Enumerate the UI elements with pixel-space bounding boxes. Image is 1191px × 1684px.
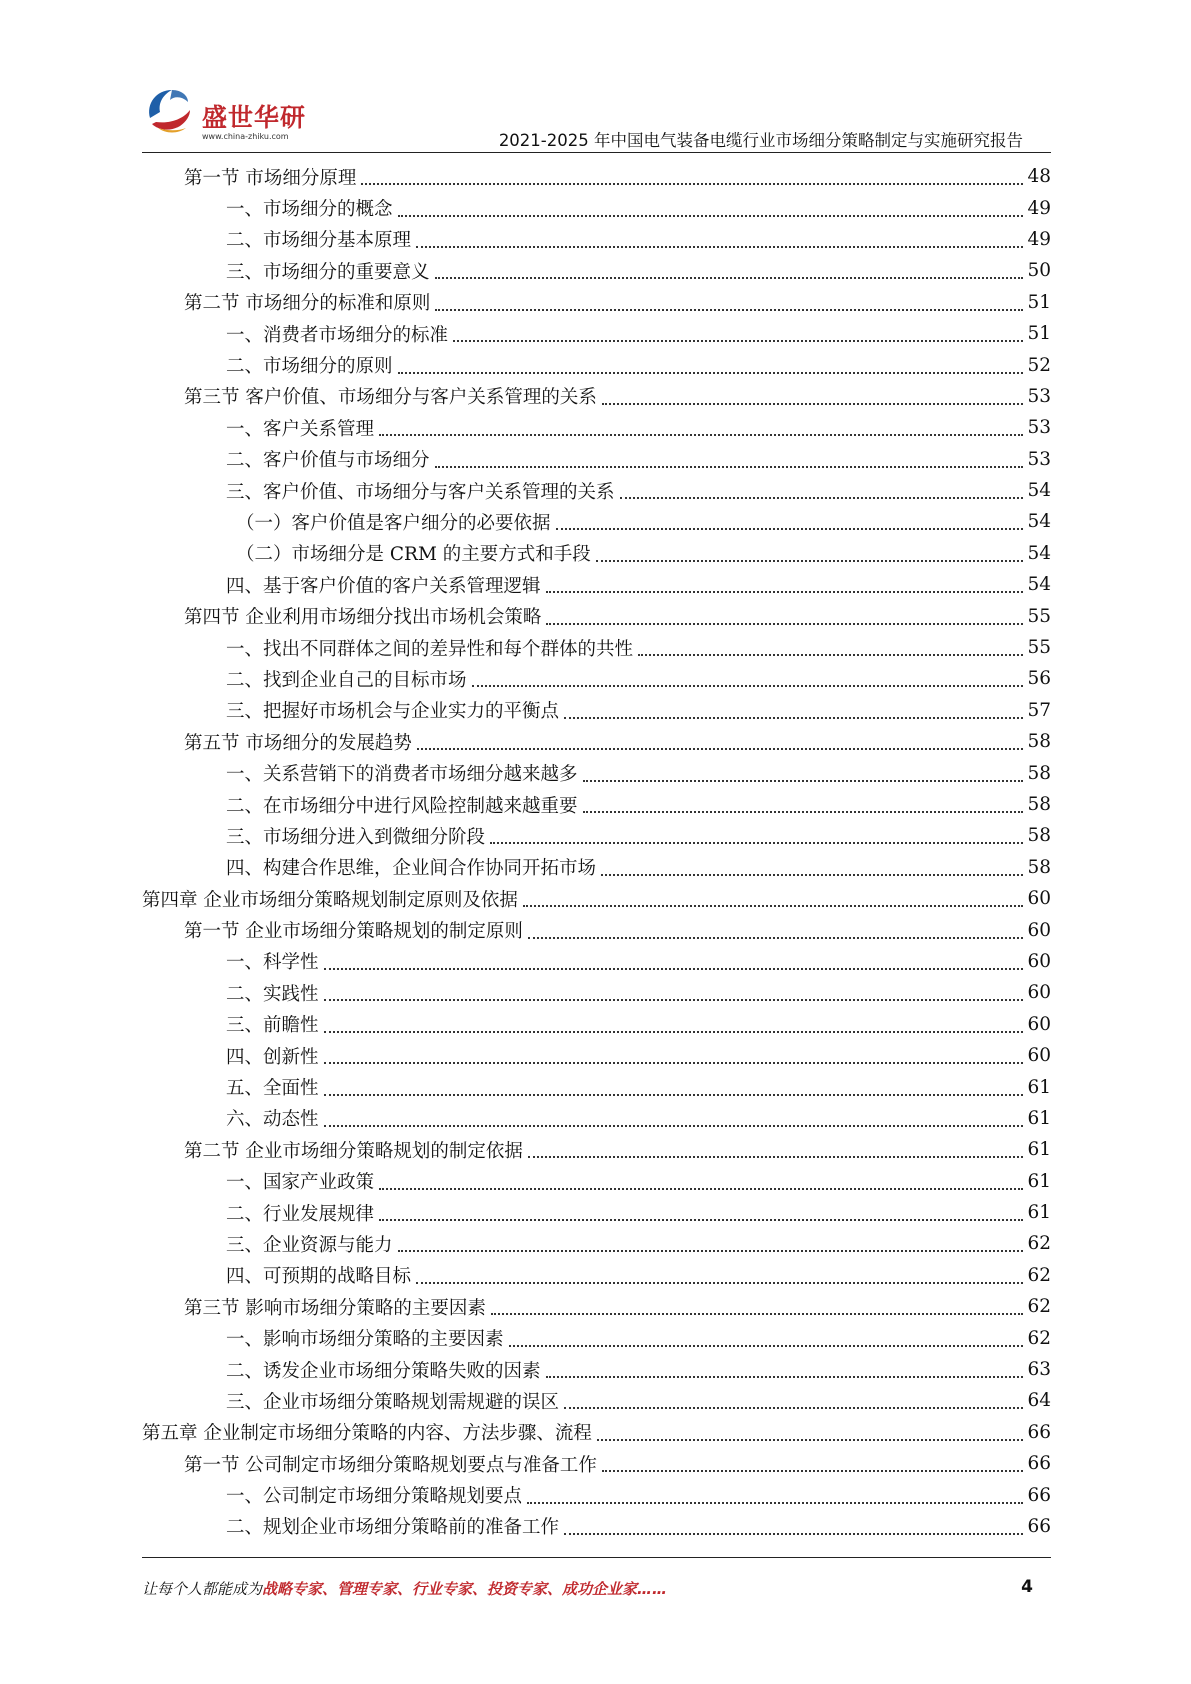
toc-entry-page: 62 (1027, 1233, 1051, 1255)
toc-dot-leader (527, 1501, 1023, 1504)
toc-entry-page: 62 (1027, 1327, 1051, 1349)
toc-entry-page: 60 (1027, 982, 1051, 1004)
toc-entry-page: 55 (1027, 637, 1051, 659)
toc-dot-leader (417, 747, 1024, 750)
toc-dot-leader (602, 1469, 1024, 1472)
toc-entry-label: 第三节 客户价值、市场细分与客户关系管理的关系 (184, 383, 600, 409)
toc-entry[interactable] (142, 663, 1051, 694)
toc-dot-leader (564, 1532, 1023, 1535)
toc-entry-page: 58 (1027, 794, 1051, 815)
toc-entry-label: 二、找到企业自己的目标市场 (226, 666, 470, 692)
toc-entry-page: 60 (1027, 919, 1051, 941)
toc-dot-leader (509, 1344, 1024, 1347)
toc-dot-leader (638, 653, 1023, 656)
toc-entry-label: 三、企业市场细分策略规划需规避的误区 (226, 1388, 562, 1414)
toc-entry-page: 55 (1027, 605, 1051, 627)
toc-entry[interactable] (142, 318, 1051, 349)
toc-entry-page: 54 (1027, 542, 1051, 564)
toc-entry-page: 58 (1027, 825, 1051, 847)
toc-entry-page: 61 (1027, 1107, 1051, 1129)
toc-dot-leader (416, 245, 1023, 248)
toc-dot-leader (361, 182, 1023, 185)
toc-entry[interactable] (142, 852, 1051, 883)
toc-dot-leader (620, 496, 1024, 499)
footer-divider (142, 1557, 1051, 1558)
toc-dot-leader (583, 810, 1024, 813)
toc-dot-leader (324, 1124, 1024, 1127)
toc-entry[interactable] (142, 789, 1051, 820)
toc-entry-page: 61 (1027, 1202, 1051, 1224)
toc-entry-page: 62 (1027, 1296, 1051, 1318)
toc-dot-leader (564, 1406, 1023, 1409)
toc-entry-page: 51 (1027, 323, 1051, 345)
toc-entry-page: 60 (1027, 1045, 1051, 1067)
toc-entry-label: 第一节 公司制定市场细分策略规划要点与准备工作 (184, 1451, 600, 1477)
toc-entry-label: 三、市场细分进入到微细分阶段 (226, 823, 488, 849)
toc-entry-page: 60 (1027, 950, 1051, 972)
table-of-contents (142, 161, 1051, 1542)
toc-dot-leader (596, 559, 1024, 562)
toc-entry-label: 第三节 影响市场细分策略的主要因素 (184, 1294, 489, 1320)
toc-entry-page: 64 (1027, 1390, 1051, 1412)
toc-entry[interactable] (142, 883, 1051, 914)
company-logo (142, 84, 312, 154)
toc-dot-leader (602, 402, 1024, 405)
toc-entry[interactable] (142, 726, 1051, 757)
toc-dot-leader (597, 1438, 1024, 1441)
toc-dot-leader (546, 590, 1024, 593)
toc-entry-page: 57 (1027, 699, 1051, 721)
toc-entry-label: 第四章 企业市场细分策略规划制定原则及依据 (142, 886, 521, 912)
toc-entry-label: 五、全面性 (226, 1074, 322, 1100)
toc-entry-page: 48 (1027, 166, 1051, 188)
toc-entry-label: 三、企业资源与能力 (226, 1231, 396, 1257)
toc-entry-label: 四、基于客户价值的客户关系管理逻辑 (226, 572, 544, 598)
toc-entry[interactable] (142, 1511, 1051, 1542)
toc-entry-label: 一、科学性 (226, 948, 322, 974)
toc-entry[interactable] (142, 161, 1051, 192)
toc-entry-label: 六、动态性 (226, 1105, 322, 1131)
toc-dot-leader (435, 308, 1023, 311)
toc-dot-leader (379, 433, 1023, 436)
toc-entry-label: 二、客户价值与市场细分 (226, 446, 433, 472)
footer-slogan (142, 1578, 667, 1599)
toc-dot-leader (324, 1061, 1024, 1064)
toc-entry[interactable] (142, 632, 1051, 663)
logo-name: 盛世华研 (202, 103, 307, 132)
toc-entry-page: 60 (1027, 888, 1051, 910)
page-number: 4 (1021, 1577, 1033, 1597)
toc-entry-page: 61 (1027, 1139, 1051, 1161)
toc-dot-leader (490, 841, 1023, 844)
logo-emblem-icon (142, 84, 202, 144)
toc-entry[interactable] (142, 1197, 1051, 1228)
toc-entry-label: （一）客户价值是客户细分的必要依据 (236, 509, 554, 535)
toc-entry[interactable] (142, 1134, 1051, 1165)
toc-entry-label: 二、市场细分基本原理 (226, 226, 414, 252)
toc-entry[interactable] (142, 349, 1051, 380)
toc-entry-label: 第一节 市场细分原理 (184, 164, 359, 190)
toc-entry-page: 66 (1027, 1453, 1051, 1475)
toc-entry-page: 51 (1027, 291, 1051, 313)
toc-entry-label: 二、实践性 (226, 980, 322, 1006)
toc-entry-page: 58 (1027, 762, 1051, 784)
toc-entry[interactable] (142, 1103, 1051, 1134)
toc-entry-label: 第五节 市场细分的发展趋势 (184, 729, 415, 755)
toc-entry-label: 二、行业发展规律 (226, 1200, 377, 1226)
toc-entry[interactable] (142, 412, 1051, 443)
toc-entry-page: 53 (1027, 417, 1051, 439)
toc-entry-page: 58 (1027, 731, 1051, 753)
toc-entry[interactable] (142, 1354, 1051, 1385)
toc-entry-page: 54 (1027, 480, 1051, 502)
toc-dot-leader (398, 371, 1024, 374)
toc-entry[interactable] (142, 506, 1051, 537)
footer-slogan-emphasis: 战略专家、管理专家、行业专家、投资专家、成功企业家…… (262, 1580, 668, 1598)
toc-entry[interactable] (142, 287, 1051, 318)
toc-entry[interactable] (142, 1448, 1051, 1479)
toc-entry[interactable] (142, 757, 1051, 788)
toc-dot-leader (398, 1249, 1024, 1252)
toc-entry-label: 第五章 企业制定市场细分策略的内容、方法步骤、流程 (142, 1419, 595, 1445)
toc-entry-label: 一、消费者市场细分的标准 (226, 321, 451, 347)
toc-dot-leader (324, 1030, 1024, 1033)
toc-entry-label: 四、可预期的战略目标 (226, 1262, 414, 1288)
toc-entry-label: 二、诱发企业市场细分策略失败的因素 (226, 1357, 544, 1383)
logo-url: www.china-zhiku.com (202, 132, 289, 141)
toc-entry-page: 61 (1027, 1170, 1051, 1192)
toc-entry[interactable] (142, 569, 1051, 600)
toc-entry-page: 58 (1027, 856, 1051, 878)
toc-entry-label: 一、国家产业政策 (226, 1168, 377, 1194)
toc-entry[interactable] (142, 946, 1051, 977)
toc-entry[interactable] (142, 1228, 1051, 1259)
toc-dot-leader (546, 1375, 1024, 1378)
toc-entry[interactable] (142, 538, 1051, 569)
toc-dot-leader (379, 1218, 1023, 1221)
toc-entry-page: 66 (1027, 1484, 1051, 1506)
toc-dot-leader (528, 936, 1024, 939)
toc-entry-page: 66 (1027, 1515, 1051, 1537)
toc-entry-label: 第二节 企业市场细分策略规划的制定依据 (184, 1137, 526, 1163)
toc-dot-leader (523, 904, 1024, 907)
header-divider (142, 152, 1051, 153)
toc-dot-leader (453, 339, 1023, 342)
toc-dot-leader (546, 622, 1023, 625)
toc-entry-page: 49 (1027, 228, 1051, 250)
toc-entry[interactable] (142, 914, 1051, 945)
toc-entry-label: 二、市场细分的原则 (226, 352, 396, 378)
toc-dot-leader (398, 214, 1024, 217)
toc-entry-page: 61 (1027, 1076, 1051, 1098)
toc-entry-page: 54 (1027, 574, 1051, 596)
toc-entry[interactable] (142, 224, 1051, 255)
toc-entry[interactable] (142, 255, 1051, 286)
toc-entry[interactable] (142, 1385, 1051, 1416)
toc-entry-label: 一、影响市场细分策略的主要因素 (226, 1325, 507, 1351)
toc-entry[interactable] (142, 1479, 1051, 1510)
toc-dot-leader (491, 1312, 1024, 1315)
toc-dot-leader (435, 276, 1024, 279)
toc-entry-page: 52 (1027, 354, 1051, 376)
toc-entry-page: 53 (1027, 385, 1051, 407)
toc-entry-page: 50 (1027, 260, 1051, 282)
toc-dot-leader (324, 967, 1024, 970)
toc-dot-leader (472, 684, 1024, 687)
toc-entry[interactable] (142, 1009, 1051, 1040)
toc-entry-page: 53 (1027, 448, 1051, 470)
toc-entry[interactable] (142, 192, 1051, 223)
toc-entry-page: 49 (1027, 197, 1051, 219)
toc-entry-label: （二）市场细分是 CRM 的主要方式和手段 (236, 540, 594, 566)
toc-entry[interactable] (142, 820, 1051, 851)
toc-entry-label: 三、把握好市场机会与企业实力的平衡点 (226, 697, 562, 723)
toc-entry-label: 第四节 企业利用市场细分找出市场机会策略 (184, 603, 544, 629)
toc-dot-leader (601, 873, 1023, 876)
toc-entry[interactable] (142, 977, 1051, 1008)
toc-dot-leader (528, 1155, 1024, 1158)
toc-entry-label: 第二节 市场细分的标准和原则 (184, 289, 433, 315)
toc-entry[interactable] (142, 1291, 1051, 1322)
toc-entry[interactable] (142, 1260, 1051, 1291)
toc-dot-leader (324, 1093, 1024, 1096)
toc-dot-leader (583, 779, 1024, 782)
toc-dot-leader (556, 527, 1024, 530)
toc-entry[interactable] (142, 1166, 1051, 1197)
toc-entry-label: 一、关系营销下的消费者市场细分越来越多 (226, 760, 581, 786)
toc-entry[interactable] (142, 600, 1051, 631)
toc-entry-label: 一、市场细分的概念 (226, 195, 396, 221)
toc-entry-label: 第一节 企业市场细分策略规划的制定原则 (184, 917, 526, 943)
toc-entry[interactable] (142, 1071, 1051, 1102)
toc-entry[interactable] (142, 1417, 1051, 1448)
toc-dot-leader (435, 465, 1024, 468)
toc-entry-label: 三、市场细分的重要意义 (226, 258, 433, 284)
toc-entry-label: 三、前瞻性 (226, 1011, 322, 1037)
toc-entry[interactable] (142, 1322, 1051, 1353)
toc-entry-page: 63 (1027, 1359, 1051, 1381)
toc-entry[interactable] (142, 475, 1051, 506)
toc-dot-leader (324, 998, 1024, 1001)
toc-entry[interactable] (142, 695, 1051, 726)
toc-entry-page: 54 (1027, 511, 1051, 533)
toc-entry[interactable] (142, 381, 1051, 412)
toc-dot-leader (416, 1281, 1023, 1284)
toc-entry-label: 二、规划企业市场细分策略前的准备工作 (226, 1513, 562, 1539)
document-title: 2021-2025 年中国电气装备电缆行业市场细分策略制定与实施研究报告 (498, 131, 1023, 150)
toc-entry-page: 56 (1027, 668, 1051, 690)
toc-entry-page: 66 (1027, 1421, 1051, 1443)
toc-entry-label: 一、客户关系管理 (226, 415, 377, 441)
toc-entry-page: 62 (1027, 1264, 1051, 1286)
toc-entry-page: 60 (1027, 1013, 1051, 1035)
toc-entry-label: 四、创新性 (226, 1043, 322, 1069)
footer-slogan-prefix: 让每个人都能成为 (142, 1580, 263, 1598)
toc-entry-label: 一、找出不同群体之间的差异性和每个群体的共性 (226, 635, 636, 661)
toc-entry[interactable] (142, 444, 1051, 475)
toc-entry-label: 三、客户价值、市场细分与客户关系管理的关系 (226, 478, 618, 504)
toc-entry[interactable] (142, 1040, 1051, 1071)
toc-dot-leader (564, 716, 1023, 719)
toc-entry-label: 二、在市场细分中进行风险控制越来越重要 (226, 792, 581, 818)
toc-dot-leader (379, 1187, 1023, 1190)
toc-entry-label: 四、构建合作思维，企业间合作协同开拓市场 (226, 854, 599, 880)
toc-entry-label: 一、公司制定市场细分策略规划要点 (226, 1482, 525, 1508)
